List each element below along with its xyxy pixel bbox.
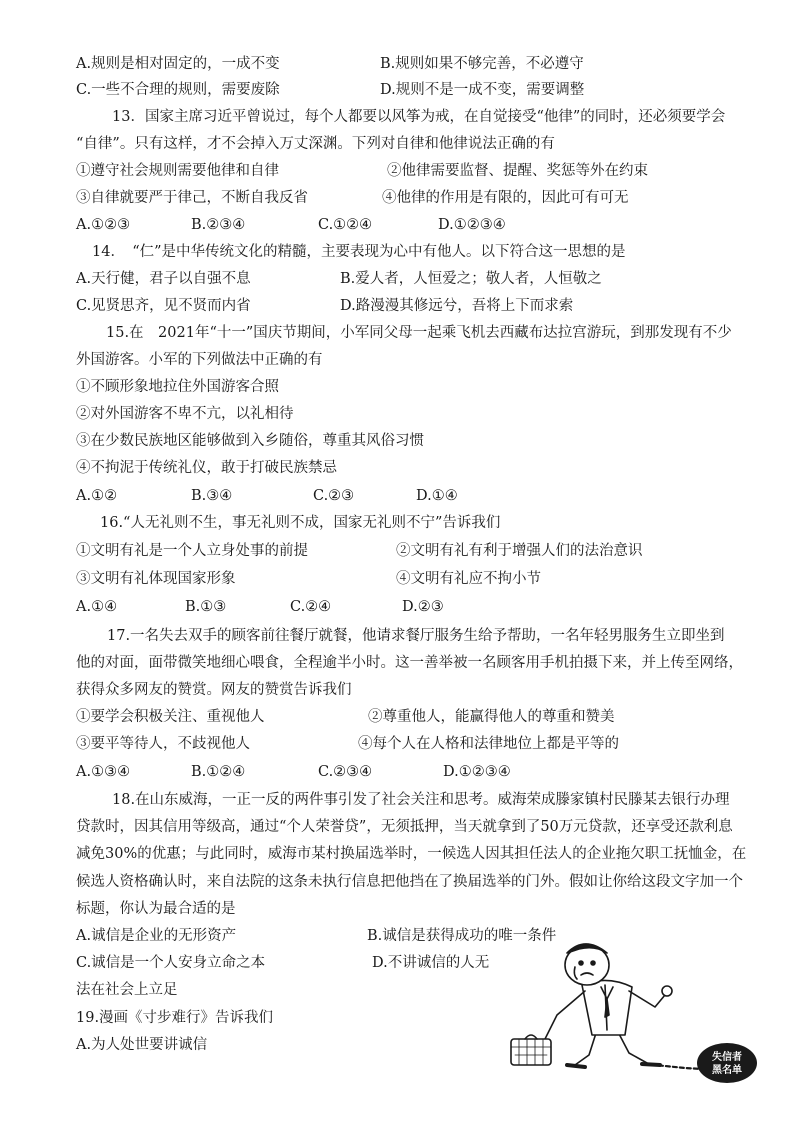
q14-option-a: A.天行健，君子以自强不息 bbox=[76, 271, 251, 287]
cartoon-illustration bbox=[497, 935, 762, 1085]
q15-stem-text-1: 15.在 2021年“十一”国庆节期间，小军同父母一起乘飞机去西藏布达拉宫游玩，到那发现有不少 bbox=[106, 325, 732, 341]
q17-stem-text-1: 17.一名失去双手的顾客前往餐厅就餐，他请求餐厅服务生给予帮助，一名年轻男服务生立即坐到 bbox=[107, 628, 725, 644]
q16-statement-2: ②文明有礼有利于增强人们的法治意识 bbox=[396, 543, 643, 559]
q14-stem-text: 14． “仁”是中华传统文化的精髓，主要表现为心中有他人。以下符合这一思想的是 bbox=[92, 244, 626, 260]
q18-stem-text-1: 18.在山东威海，一正一反的两件事引发了社会关注和思考。威海荣成滕家镇村民滕某去银行办理 bbox=[112, 792, 730, 808]
q19-option-a: A.为人处世要讲诚信 bbox=[76, 1037, 208, 1053]
q17-option-c: C.②③④ bbox=[318, 764, 373, 780]
q18-option-a: A.诚信是企业的无形资产 bbox=[76, 928, 237, 944]
q18-option-c: C.诚信是一个人安身立命之本 bbox=[76, 955, 266, 971]
cartoon-right-arm bbox=[629, 991, 665, 1007]
q17-option-d: D.①②③④ bbox=[443, 764, 511, 780]
q15-option-d: D.①④ bbox=[416, 488, 458, 504]
q13-statement-1: ①遵守社会规则需要他律和自律 bbox=[76, 163, 279, 179]
q16-stem-text: 16.“人无礼则不生，事无礼则不成，国家无礼则不宁”告诉我们 bbox=[100, 515, 501, 531]
q17-statement-3: ③要平等待人，不歧视他人 bbox=[76, 736, 250, 752]
q13-statement-4: ④他律的作用是有限的，因此可有可无 bbox=[382, 190, 629, 206]
q17-option-a: A.①③④ bbox=[76, 764, 131, 780]
q16-option-c: C.②④ bbox=[290, 599, 332, 615]
q13-stem-text-2: “自律”。只有这样，才不会掉入万丈深渊。下列对自律和他律说法正确的有 bbox=[76, 136, 555, 152]
q12-option-d: D.规则不是一成不变，需要调整 bbox=[380, 82, 585, 98]
q15-stem-text-2: 外国游客。小军的下列做法中正确的有 bbox=[76, 352, 323, 368]
q14-option-b: B.爱人者，人恒爱之；敬人者，人恒敬之 bbox=[340, 271, 602, 287]
cartoon-left-arm bbox=[545, 991, 585, 1039]
cartoon-badge-line-1: 失信者 bbox=[712, 1052, 742, 1063]
q15-option-b: B.③④ bbox=[191, 488, 233, 504]
q16-statement-1: ①文明有礼是一个人立身处事的前提 bbox=[76, 543, 308, 559]
q15-statement-1: ①不顾形象地拉住外国游客合照 bbox=[76, 379, 279, 395]
q17-stem-text-3: 获得众多网友的赞赏。网友的赞赏告诉我们 bbox=[76, 682, 352, 698]
q19-stem-text: 19.漫画《寸步难行》告诉我们 bbox=[76, 1010, 274, 1026]
q15-option-c: C.②③ bbox=[313, 488, 355, 504]
cartoon-blacklist-badge bbox=[697, 1043, 757, 1083]
q13-option-c: C.①②④ bbox=[318, 217, 373, 233]
q13-option-d: D.①②③④ bbox=[438, 217, 506, 233]
q15-option-a: A.①② bbox=[76, 488, 118, 504]
q18-option-b: B.诚信是获得成功的唯一条件 bbox=[367, 928, 557, 944]
q12-option-c: C.一些不合理的规则，需要废除 bbox=[76, 82, 280, 98]
q17-stem-text-2: 他的对面，面带微笑地细心喂食，全程逾半小时。这一善举被一名顾客用手机拍摄下来，并上传至网络， bbox=[76, 655, 743, 671]
cartoon-badge-line-2: 黑名单 bbox=[712, 1065, 742, 1076]
q13-option-a: A.①②③ bbox=[76, 217, 131, 233]
q13-statement-2: ②他律需要监督、提醒、奖惩等外在约束 bbox=[387, 163, 648, 179]
q14-option-c: C.见贤思齐，见不贤而内省 bbox=[76, 298, 251, 314]
q13-stem-text-1: 13．国家主席习近平曾说过，每个人都要以风筝为戒，在自觉接受“他律”的同时，还必须要学会 bbox=[112, 109, 726, 125]
q12-option-b: B.规则如果不够完善，不必遵守 bbox=[380, 56, 584, 72]
q17-statement-2: ②尊重他人，能赢得他人的尊重和赞美 bbox=[368, 709, 615, 725]
q13-option-b: B.②③④ bbox=[191, 217, 246, 233]
cartoon-briefcase bbox=[511, 1039, 551, 1065]
q16-statement-3: ③文明有礼体现国家形象 bbox=[76, 571, 236, 587]
q18-stem-text-5: 标题，你认为最合适的是 bbox=[76, 901, 236, 917]
q12-option-a: A.规则是相对固定的，一成不变 bbox=[76, 56, 280, 72]
q16-option-b: B.①③ bbox=[185, 599, 227, 615]
q14-option-d: D.路漫漫其修远兮，吾将上下而求索 bbox=[340, 298, 574, 314]
q18-stem-text-4: 候选人资格确认时，来自法院的这条未执行信息把他挡在了换届选举的门外。假如让你给这段文字加一个 bbox=[76, 874, 743, 890]
q18-option-d-continuation: 法在社会上立足 bbox=[76, 982, 178, 998]
q15-statement-4: ④不拘泥于传统礼仪，敢于打破民族禁忌 bbox=[76, 460, 337, 476]
q13-statement-3: ③自律就要严于律己，不断自我反省 bbox=[76, 190, 308, 206]
q18-stem-text-2: 贷款时，因其信用等级高，通过“个人荣誉贷”，无须抵押，当天就拿到了50万元贷款，还享受还款利息 bbox=[76, 819, 733, 835]
q17-statement-4: ④每个人在人格和法律地位上都是平等的 bbox=[358, 736, 619, 752]
q15-statement-2: ②对外国游客不卑不亢，以礼相待 bbox=[76, 406, 294, 422]
q17-statement-1: ①要学会积极关注、重视他人 bbox=[76, 709, 265, 725]
q17-option-b: B.①②④ bbox=[191, 764, 246, 780]
q15-statement-3: ③在少数民族地区能够做到入乡随俗，尊重其风俗习惯 bbox=[76, 433, 424, 449]
q18-stem-text-3: 减免30%的优惠；与此同时，威海市某村换届选举时，一候选人因其担任法人的企业拖欠职工抚恤金，在 bbox=[76, 846, 747, 862]
q16-option-d: D.②③ bbox=[402, 599, 444, 615]
q18-option-d: D.不讲诚信的人无 bbox=[372, 955, 490, 971]
q16-option-a: A.①④ bbox=[76, 599, 118, 615]
q16-statement-4: ④文明有礼应不拘小节 bbox=[396, 571, 541, 587]
